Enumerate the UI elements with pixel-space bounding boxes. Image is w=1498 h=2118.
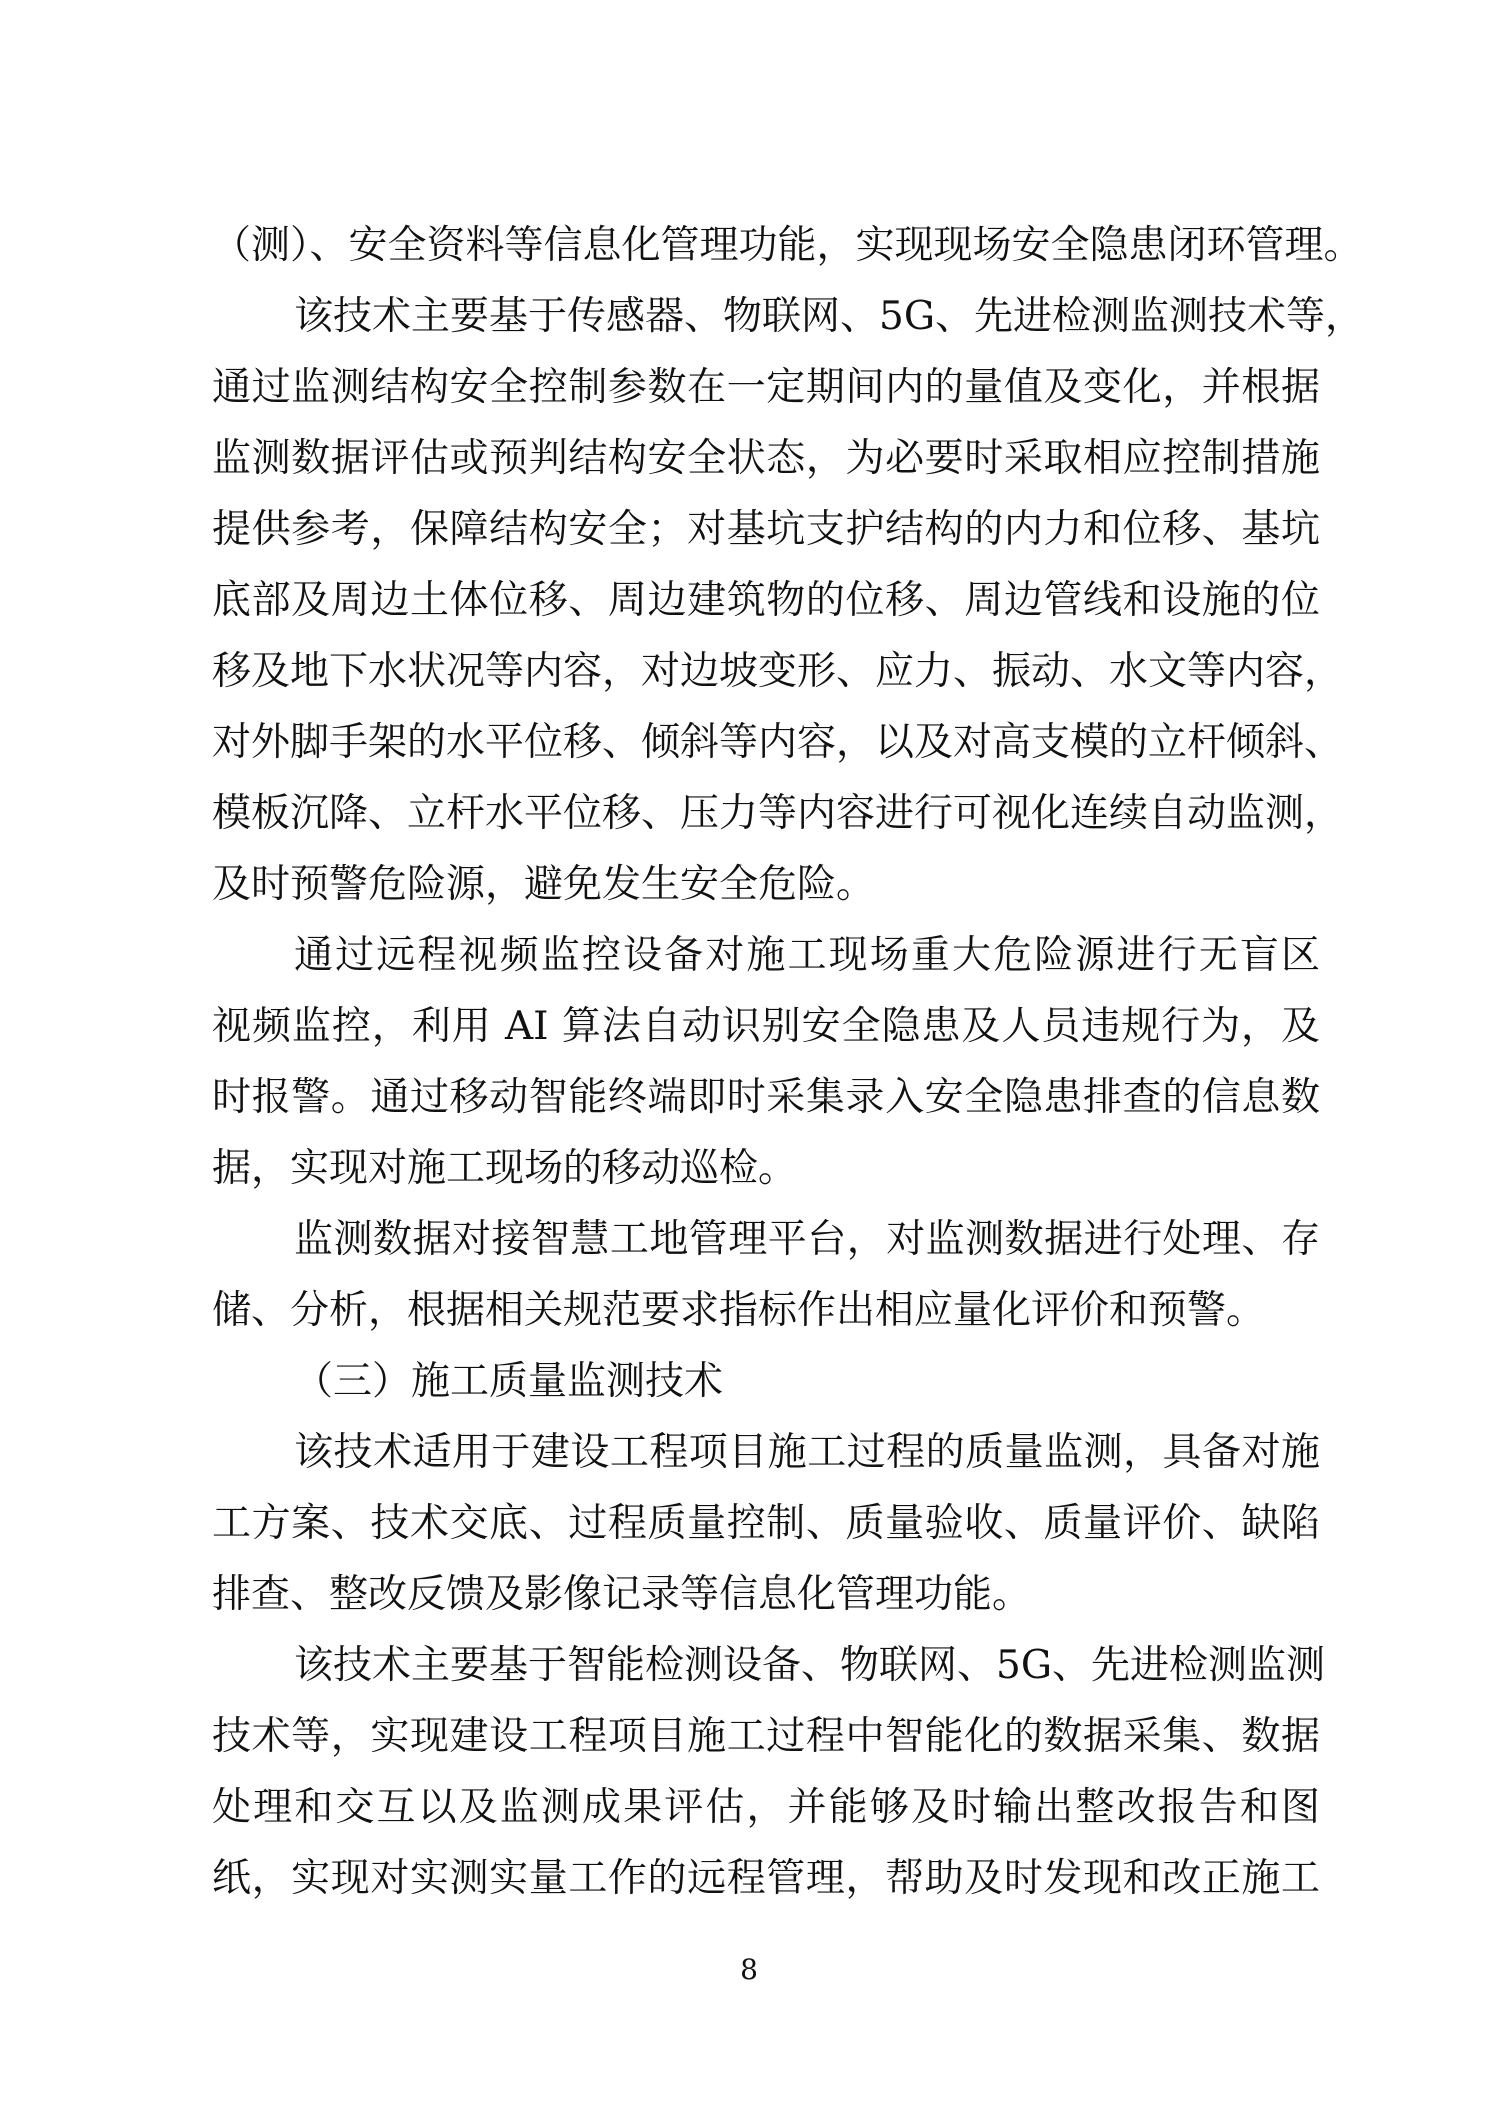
text-line: 工方案、技术交底、过程质量控制、质量验收、质量评价、缺陷 <box>212 1501 1320 1546</box>
text-line: 处理和交互以及监测成果评估，并能够及时输出整改报告和图 <box>212 1785 1320 1830</box>
text-line: 储、分析，根据相关规范要求指标作出相应量化评价和预警。 <box>212 1288 1266 1333</box>
text-line: 监测数据对接智慧工地管理平台，对监测数据进行处理、存 <box>294 1217 1320 1262</box>
text-line: 据，实现对施工现场的移动巡检。 <box>212 1146 798 1191</box>
text-line: 及时预警危险源，避免发生安全危险。 <box>212 862 876 907</box>
text-line: 移及地下水状况等内容，对边坡变形、应力、振动、水文等内容， <box>212 649 1344 694</box>
text-line: 提供参考，保障结构安全；对基坑支护结构的内力和位移、基坑 <box>212 507 1320 552</box>
text-line: 纸，实现对实测实量工作的远程管理，帮助及时发现和改正施工 <box>212 1856 1320 1901</box>
body-text <box>212 210 1364 1914</box>
text-line: 模板沉降、立杆水平位移、压力等内容进行可视化连续自动监测， <box>212 791 1344 836</box>
text-line: 该技术主要基于智能检测设备、物联网、5G、先进检测监测 <box>294 1643 1325 1688</box>
text-line: 技术等，实现建设工程项目施工过程中智能化的数据采集、数据 <box>212 1714 1320 1759</box>
page-number: 8 <box>740 1953 758 1986</box>
text-line: （测）、安全资料等信息化管理功能，实现现场安全隐患闭环管理。 <box>212 223 1363 268</box>
text-line: 该技术适用于建设工程项目施工过程的质量监测，具备对施 <box>294 1430 1320 1475</box>
text-line: 时报警。通过移动智能终端即时采集录入安全隐患排查的信息数 <box>212 1075 1320 1120</box>
text-line: 对外脚手架的水平位移、倾斜等内容，以及对高支模的立杆倾斜、 <box>212 720 1344 765</box>
text-line: 监测数据评估或预判结构安全状态，为必要时采取相应控制措施 <box>212 436 1320 481</box>
text-line: 通过远程视频监控设备对施工现场重大危险源进行无盲区 <box>294 933 1320 978</box>
text-line: 该技术主要基于传感器、物联网、5G、先进检测监测技术等， <box>294 294 1364 339</box>
text-line: 通过监测结构安全控制参数在一定期间内的量值及变化，并根据 <box>212 365 1320 410</box>
text-line: 排查、整改反馈及影像记录等信息化管理功能。 <box>212 1572 1032 1617</box>
text-line: 视频监控，利用 AI 算法自动识别安全隐患及人员违规行为，及 <box>212 1004 1320 1049</box>
section-heading: （三）施工质量监测技术 <box>294 1359 724 1404</box>
text-line: 底部及周边土体位移、周边建筑物的位移、周边管线和设施的位 <box>212 578 1320 623</box>
